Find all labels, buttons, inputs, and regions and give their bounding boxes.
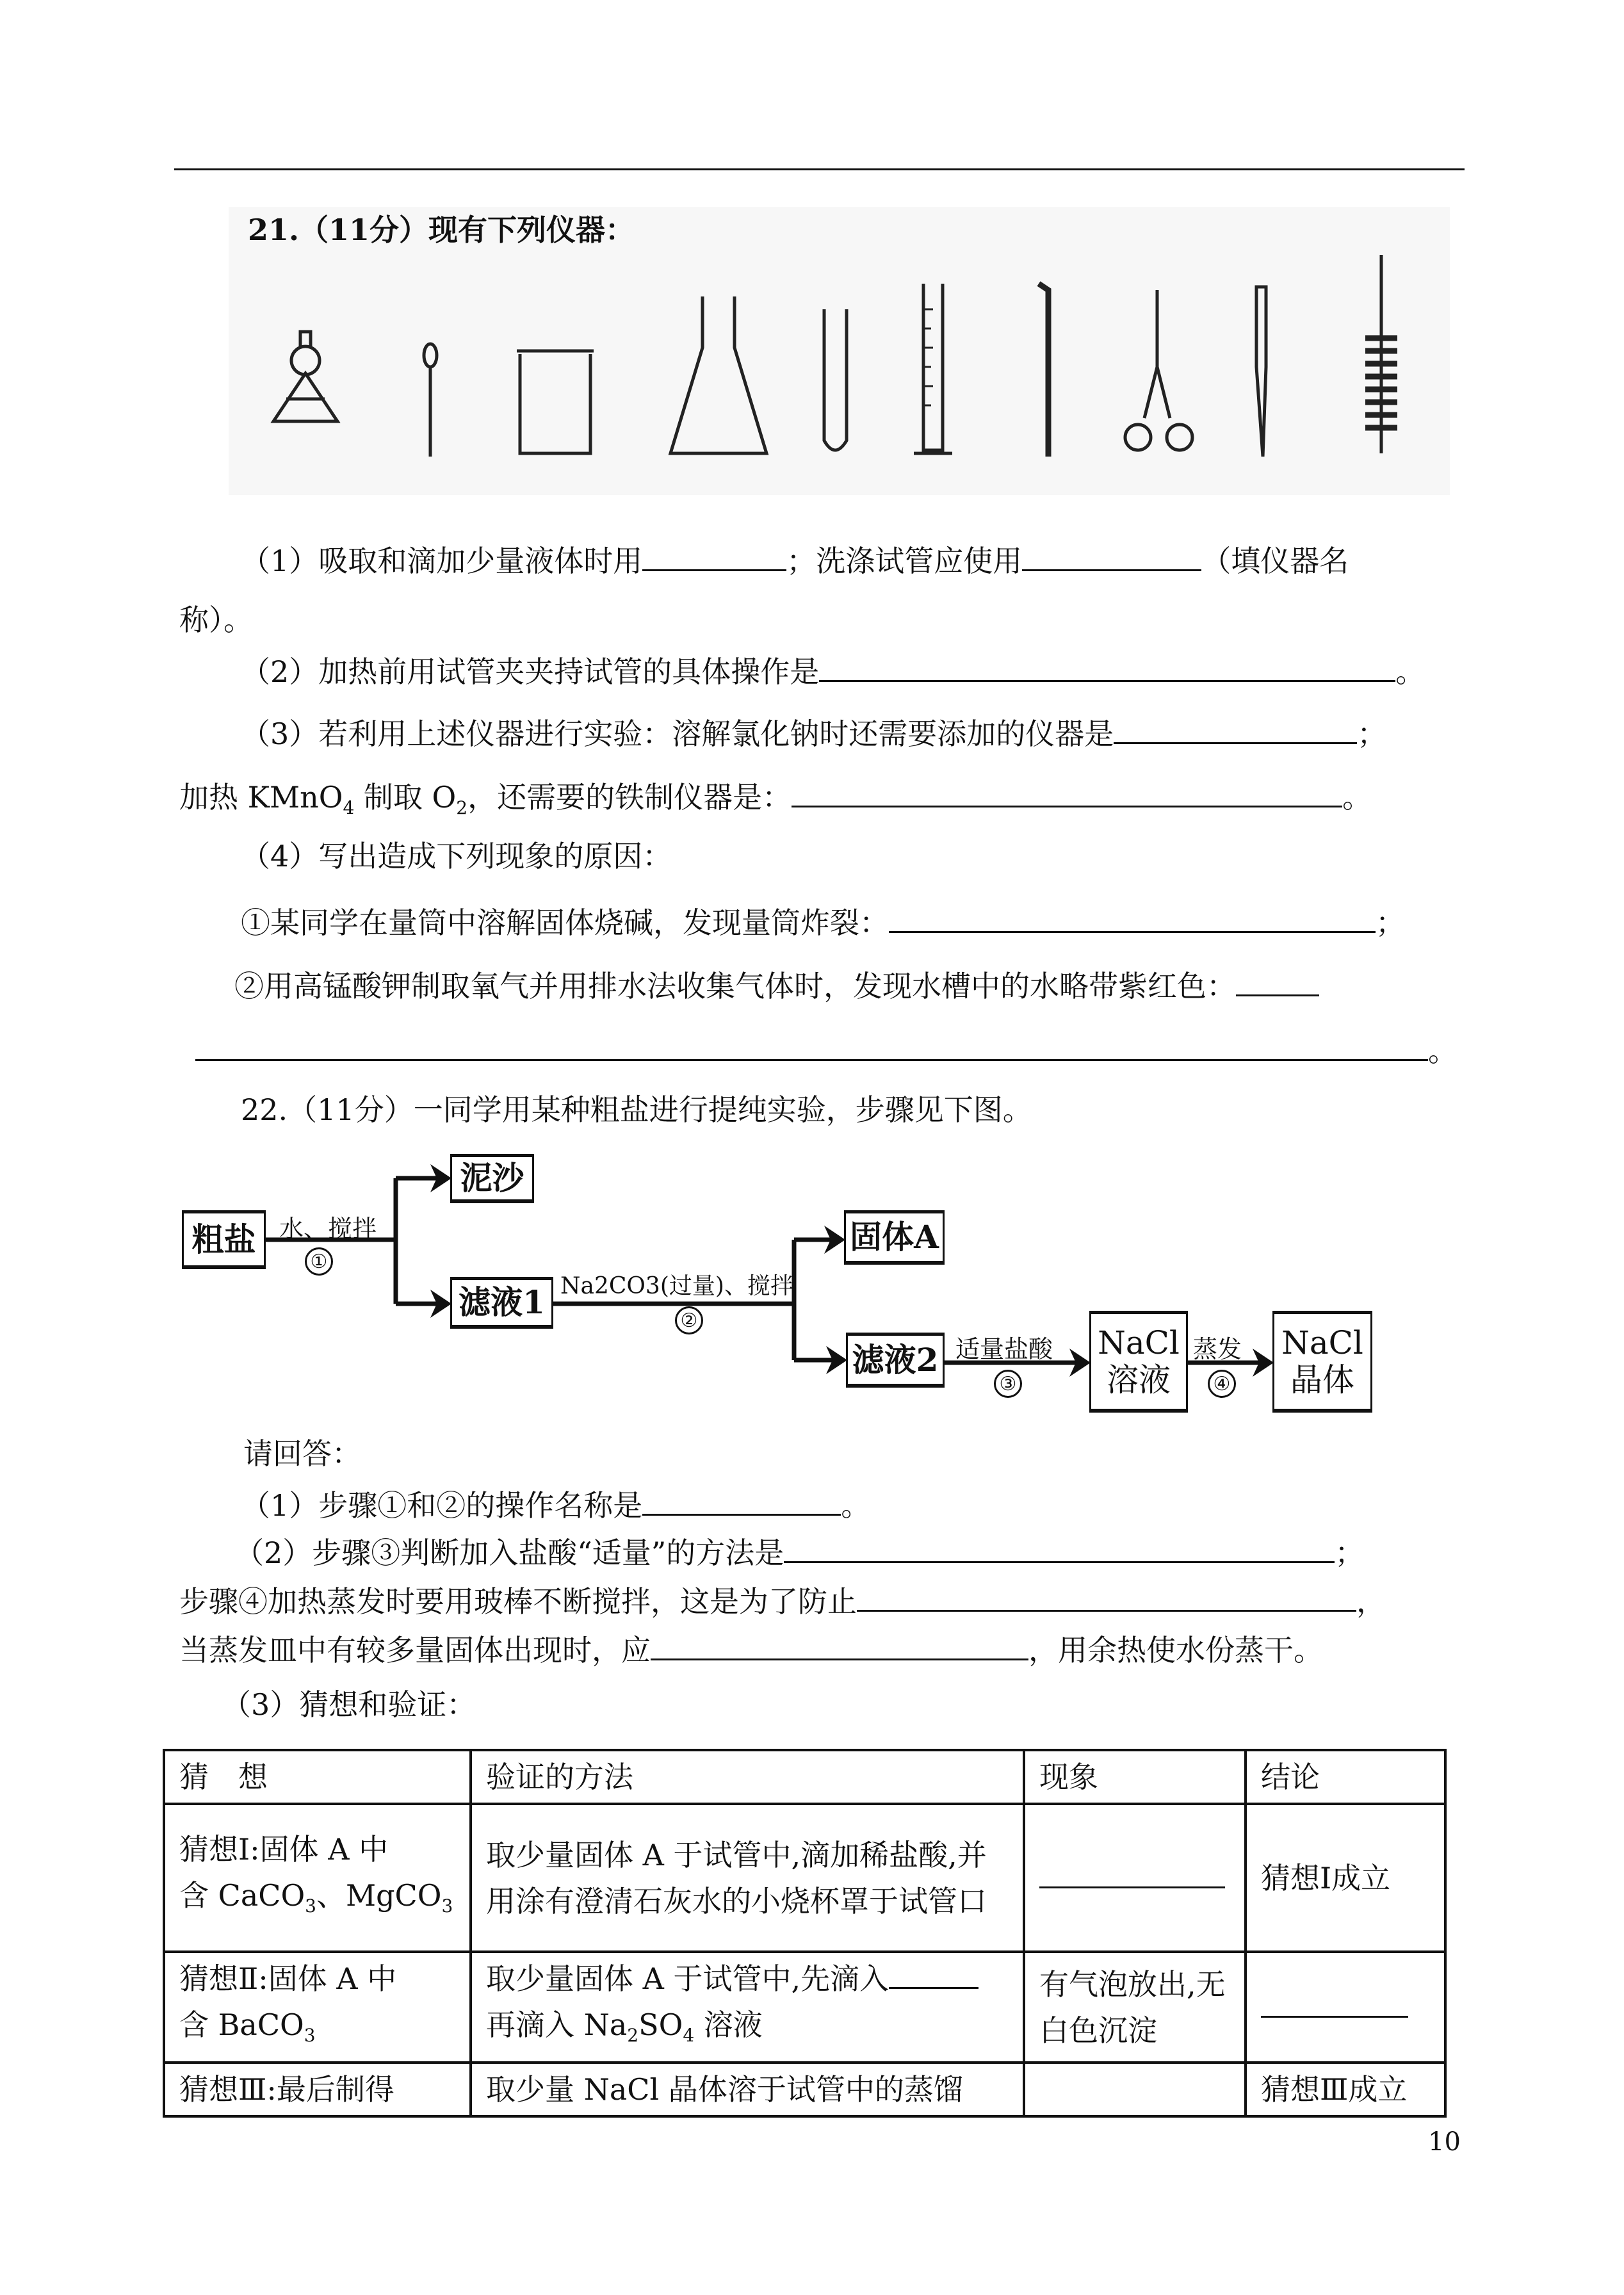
subscript: 2	[627, 2025, 639, 2047]
q21-p1-text2: ；洗涤试管应使用	[786, 544, 1023, 578]
punct: 。	[1428, 1034, 1458, 1068]
cell-text: 含 CaCO	[179, 1877, 305, 1913]
q21-p1-text: （1）吸取和滴加少量液体时用	[241, 544, 643, 578]
hypothesis-cell	[164, 1804, 471, 1952]
flow-nacl-solution	[1089, 1311, 1188, 1413]
box-line: 溶液	[1107, 1361, 1171, 1399]
phenomenon-cell	[1024, 2063, 1246, 2116]
table-row	[164, 1952, 1445, 2063]
q21-p3-text: ，还需要的铁制仪器是：	[467, 780, 792, 815]
punct: 。	[1395, 654, 1425, 689]
box-line: NaCl	[1098, 1324, 1180, 1361]
method-cell	[471, 1952, 1024, 2063]
hypothesis-cell: 猜想Ⅲ:最后制得	[164, 2063, 471, 2116]
cell-line	[486, 2002, 1009, 2059]
cell-text: SO	[638, 2007, 683, 2042]
answer-blank[interactable]	[784, 1537, 1335, 1563]
answer-blank[interactable]	[651, 1635, 1028, 1660]
phenomenon-cell: 有气泡放出,无白色沉淀	[1024, 1952, 1246, 2063]
q21-p3-text: 加热 KMnO	[179, 780, 343, 815]
page-number: 10	[1428, 2127, 1461, 2157]
phenomenon-cell	[1024, 1804, 1246, 1952]
answer-blank[interactable]	[1261, 1992, 1408, 2018]
cell-line: 猜想Ⅱ:固体 A 中	[179, 1961, 397, 1996]
method-cell: 取少量 NaCl 晶体溶于试管中的蒸馏	[471, 2063, 1024, 2116]
cell-line: 猜想Ⅰ:固体 A 中	[179, 1831, 389, 1867]
step3-label: 适量盐酸	[955, 1335, 1053, 1363]
cell-line	[179, 1872, 455, 1929]
flow-nacl-crystal	[1272, 1311, 1372, 1413]
punct: ，	[1356, 1584, 1386, 1619]
q22-a1	[241, 1488, 870, 1523]
flow-filtrate1: 滤液1	[450, 1277, 553, 1329]
flow-sand: 泥沙	[450, 1154, 534, 1203]
method-cell: 取少量固体 A 于试管中,滴加稀盐酸,并用涂有澄清石灰水的小烧杯罩于试管口	[471, 1804, 1024, 1952]
box-line: NaCl	[1281, 1324, 1363, 1361]
q21-p3-text: （3）若利用上述仪器进行实验：溶解氯化钠时还需要添加的仪器是	[241, 717, 1114, 751]
header-cell: 猜 想	[164, 1750, 471, 1804]
cell-text: 、MgCO	[316, 1877, 442, 1913]
q21-part1-cont: 称）。	[179, 603, 253, 637]
table-header-row	[164, 1750, 1445, 1804]
subscript: 3	[305, 1895, 316, 1917]
punct: ；	[1376, 905, 1405, 940]
punct: ；	[1335, 1536, 1365, 1570]
hypothesis-cell	[164, 1952, 471, 2063]
q22-a5: （3）猜想和验证：	[222, 1687, 476, 1722]
q21-title: 21.（11分）现有下列仪器：	[248, 213, 635, 247]
cell-text: 含 BaCO	[179, 2007, 304, 2042]
table-row	[164, 1804, 1445, 1952]
header-cell: 现象	[1024, 1750, 1246, 1804]
q21-p3-text: 制取 O	[354, 780, 457, 815]
step1-label: 水、搅拌	[279, 1215, 377, 1243]
conclusion-cell: 猜想Ⅲ成立	[1246, 2063, 1445, 2116]
flow-filtrate2: 滤液2	[846, 1333, 945, 1388]
step1-number: ①	[305, 1247, 333, 1276]
q22-a2	[234, 1535, 1364, 1571]
q22-title: 22.（11分）一同学用某种粗盐进行提纯实验，步骤见下图。	[241, 1092, 1032, 1127]
q22-a4	[179, 1632, 1323, 1668]
punct: ；	[1357, 717, 1387, 751]
subscript: 4	[343, 797, 355, 819]
q22-a4-end: ，用余热使水份蒸干。	[1028, 1633, 1323, 1667]
hypothesis-table	[163, 1749, 1447, 2118]
step2-number: ②	[675, 1306, 703, 1334]
header-cell: 结论	[1246, 1750, 1445, 1804]
q22-a3-text: 步骤④加热蒸发时要用玻棒不断搅拌，这是为了防止	[179, 1584, 857, 1619]
q21-p4b-text: ②用高锰酸钾制取氧气并用排水法收集气体时，发现水槽中的水略带紫红色：	[234, 969, 1236, 1003]
q21-p2-text: （2）加热前用试管夹夹持试管的具体操作是	[241, 654, 820, 689]
cell-text: 取少量固体 A 于试管中,先滴入	[486, 1961, 889, 1996]
cell-text: 再滴入 Na	[486, 2007, 628, 2042]
q22-ask: 请回答：	[243, 1436, 361, 1471]
subscript: 3	[304, 2025, 316, 2047]
cell-text: 溶液	[694, 2007, 763, 2042]
flow-crude-salt: 粗盐	[182, 1210, 266, 1269]
punct: 。	[841, 1488, 871, 1523]
q21-part4: （4）写出造成下列现象的原因：	[241, 839, 672, 873]
step2-label: Na2CO3(过量)、搅拌	[560, 1273, 793, 1299]
step3-number: ③	[994, 1370, 1022, 1398]
box-line: 晶体	[1290, 1361, 1354, 1399]
table-row	[164, 2063, 1445, 2116]
conclusion-cell: 猜想Ⅰ成立	[1246, 1804, 1445, 1952]
q21-p4a-text: ①某同学在量筒中溶解固体烧碱，发现量筒炸裂：	[241, 905, 889, 940]
answer-blank[interactable]	[857, 1586, 1356, 1612]
conclusion-cell	[1246, 1952, 1445, 2063]
q22-a2-text: （2）步骤③判断加入盐酸“适量”的方法是	[234, 1536, 784, 1570]
cell-line	[486, 1956, 1009, 2002]
subscript: 3	[441, 1895, 453, 1917]
q22-a4-text: 当蒸发皿中有较多量固体出现时，应	[179, 1633, 651, 1667]
answer-blank[interactable]	[642, 1490, 841, 1516]
subscript: 2	[456, 797, 468, 819]
answer-blank[interactable]	[1039, 1863, 1225, 1888]
step4-label: 蒸发	[1193, 1335, 1242, 1363]
cell-line	[179, 2002, 455, 2059]
answer-blank[interactable]	[889, 1963, 978, 1989]
subscript: 4	[683, 2025, 695, 2047]
step4-number: ④	[1208, 1370, 1236, 1398]
q22-a1-text: （1）步骤①和②的操作名称是	[241, 1488, 643, 1523]
q21-p1-text3: （填仪器名	[1201, 544, 1349, 578]
flow-solid-a: 固体A	[844, 1210, 945, 1265]
punct: 。	[1342, 780, 1372, 815]
q22-a3	[179, 1584, 1386, 1619]
header-cell: 验证的方法	[471, 1750, 1024, 1804]
